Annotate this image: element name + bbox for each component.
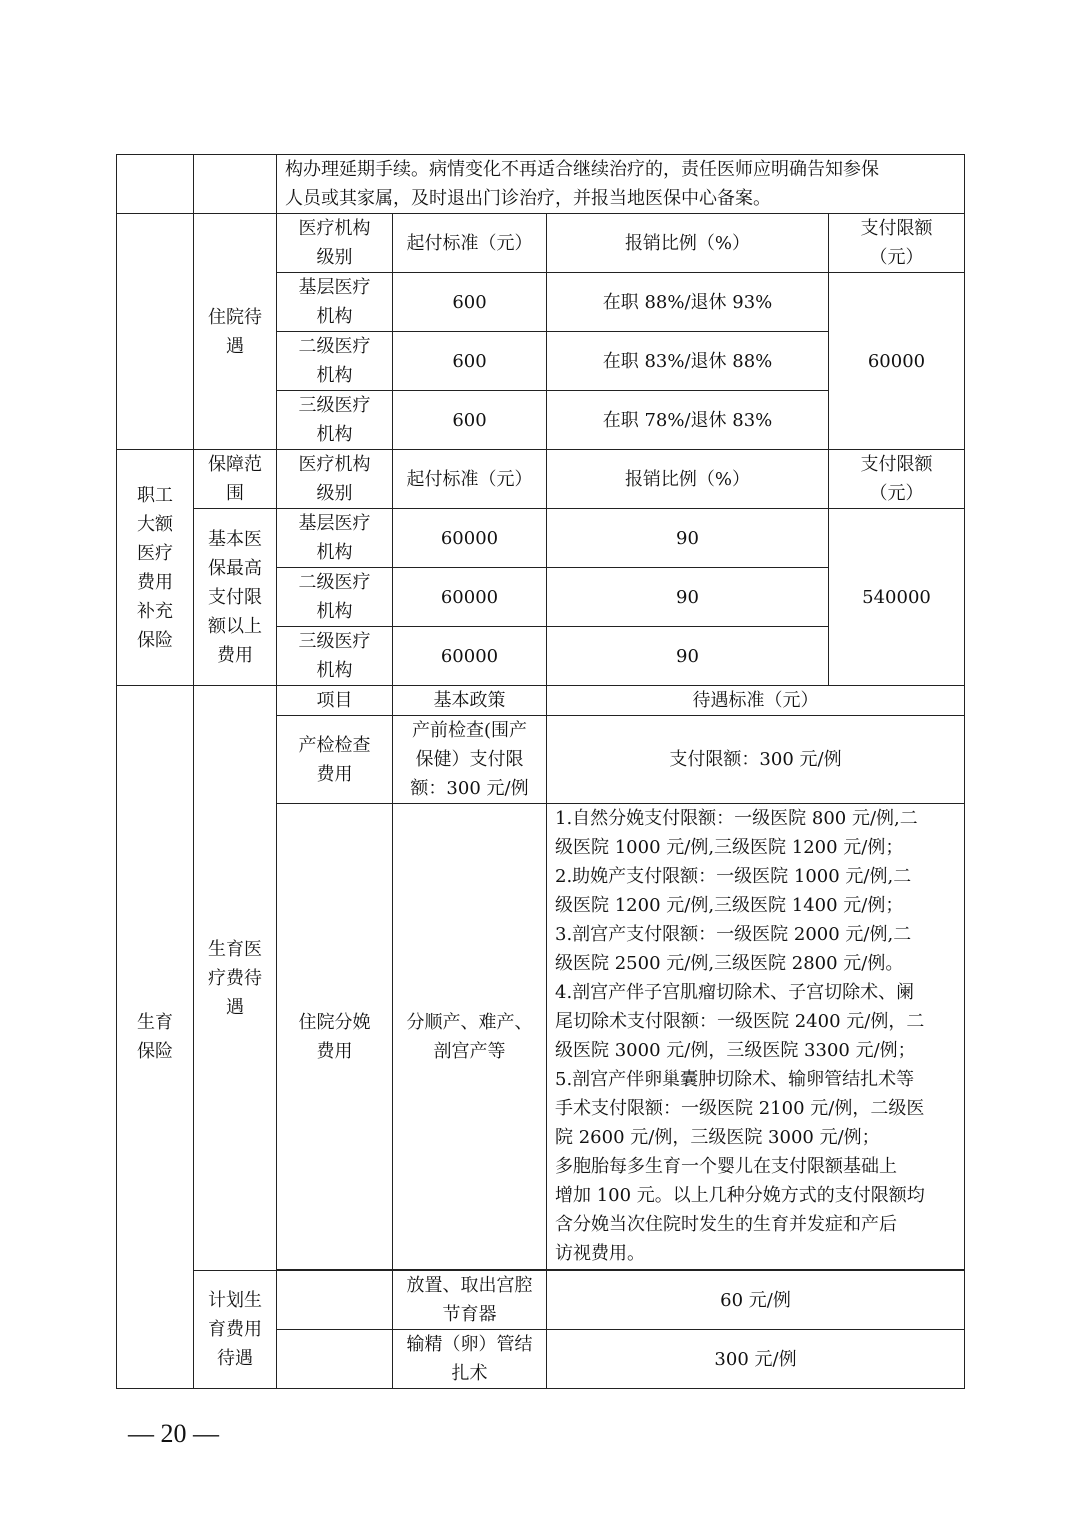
inpatient-category: 住院待 遇 bbox=[194, 214, 277, 450]
deductible-cell: 60000 bbox=[393, 509, 547, 568]
deductible-cell: 60000 bbox=[393, 627, 547, 686]
empty-cell bbox=[194, 155, 277, 214]
level-cell: 三级医疗 机构 bbox=[277, 627, 393, 686]
page-number: — 20 — bbox=[128, 1419, 219, 1448]
maternity-medical-label: 生育医 疗费待 遇 bbox=[194, 686, 277, 1271]
ratio-cell: 在职 78%/退休 83% bbox=[547, 391, 829, 450]
scope-header: 保障范 围 bbox=[194, 450, 277, 509]
header-limit: 支付限额 （元） bbox=[829, 214, 965, 273]
delivery-standard-line: 多胞胎每多生育一个婴儿在支付限额基础上 bbox=[555, 1156, 897, 1177]
ratio-cell: 90 bbox=[547, 509, 829, 568]
table-row bbox=[117, 214, 965, 273]
table-row bbox=[117, 450, 965, 509]
policy-cell: 输精（卵）管结 扎术 bbox=[393, 1330, 547, 1389]
ratio-cell: 90 bbox=[547, 627, 829, 686]
delivery-standard-line: 5.剖宫产伴卵巢囊肿切除术、输卵管结扎术等 bbox=[555, 1069, 915, 1090]
delivery-standard-line: 3.剖宫产支付限额：一级医院 2000 元/例,二 bbox=[555, 924, 912, 945]
level-cell: 基层医疗 机构 bbox=[277, 273, 393, 332]
table-row bbox=[117, 1271, 965, 1330]
item-cell: 住院分娩 费用 bbox=[277, 804, 393, 1270]
empty-cell bbox=[117, 214, 194, 450]
policy-table bbox=[116, 154, 965, 1389]
delivery-standard-line: 手术支付限额：一级医院 2100 元/例，二级医 bbox=[555, 1098, 925, 1119]
header-deductible: 起付标准（元） bbox=[393, 214, 547, 273]
table-row bbox=[117, 686, 965, 716]
item-cell: 产检检查 费用 bbox=[277, 716, 393, 804]
delivery-standard-line: 级医院 1200 元/例,三级医院 1400 元/例； bbox=[555, 895, 904, 916]
level-cell: 三级医疗 机构 bbox=[277, 391, 393, 450]
delivery-standard-line: 级医院 2500 元/例,三级医院 2800 元/例。 bbox=[555, 953, 904, 974]
delivery-standard-line: 4.剖宫产伴子宫肌瘤切除术、子宫切除术、阑 bbox=[555, 982, 915, 1003]
table-row bbox=[117, 509, 965, 568]
header-level: 医疗机构 级别 bbox=[277, 214, 393, 273]
policy-cell: 分顺产、难产、 剖宫产等 bbox=[393, 804, 547, 1270]
level-cell: 二级医疗 机构 bbox=[277, 332, 393, 391]
empty-cell bbox=[117, 155, 194, 214]
ratio-cell: 90 bbox=[547, 568, 829, 627]
standard-cell: 60 元/例 bbox=[547, 1271, 965, 1330]
delivery-standard-line: 含分娩当次住院时发生的生育并发症和产后 bbox=[555, 1214, 897, 1235]
policy-cell: 产前检查(围产 保健）支付限 额：300 元/例 bbox=[393, 716, 547, 804]
continued-note bbox=[277, 155, 965, 214]
delivery-standard-line: 1.自然分娩支付限额：一级医院 800 元/例,二 bbox=[555, 808, 918, 829]
level-cell: 基层医疗 机构 bbox=[277, 509, 393, 568]
supplementary-category: 职工 大额 医疗 费用 补充 保险 bbox=[117, 450, 194, 686]
delivery-standard-line: 院 2600 元/例，三级医院 3000 元/例； bbox=[555, 1127, 880, 1148]
header-policy: 基本政策 bbox=[393, 686, 547, 716]
deductible-cell: 600 bbox=[393, 273, 547, 332]
note-line: 构办理延期手续。病情变化不再适合继续治疗的，责任医师应明确告知参保 bbox=[285, 159, 879, 180]
ratio-cell: 在职 83%/退休 88% bbox=[547, 332, 829, 391]
ratio-cell: 在职 88%/退休 93% bbox=[547, 273, 829, 332]
header-level: 医疗机构 级别 bbox=[277, 450, 393, 509]
delivery-standard-lines bbox=[555, 804, 958, 1268]
empty-cell bbox=[277, 1271, 393, 1330]
maternity-category: 生育 保险 bbox=[117, 686, 194, 1389]
delivery-standard-line: 增加 100 元。以上几种分娩方式的支付限额均 bbox=[555, 1185, 925, 1206]
scope-cell: 基本医 保最高 支付限 额以上 费用 bbox=[194, 509, 277, 686]
standard-cell: 300 元/例 bbox=[547, 1330, 965, 1389]
header-standard: 待遇标准（元） bbox=[547, 686, 965, 716]
note-line: 人员或其家属，及时退出门诊治疗，并报当地医保中心备案。 bbox=[285, 188, 771, 209]
header-ratio: 报销比例（%） bbox=[547, 450, 829, 509]
delivery-standard-line: 尾切除术支付限额：一级医院 2400 元/例，二 bbox=[555, 1011, 925, 1032]
delivery-standard-line: 2.助娩产支付限额：一级医院 1000 元/例,二 bbox=[555, 866, 912, 887]
header-limit: 支付限额 （元） bbox=[829, 450, 965, 509]
header-ratio: 报销比例（%） bbox=[547, 214, 829, 273]
delivery-standard-line: 级医院 3000 元/例，三级医院 3300 元/例； bbox=[555, 1040, 916, 1061]
delivery-standard-line: 访视费用。 bbox=[555, 1243, 645, 1264]
delivery-standard-line: 级医院 1000 元/例,三级医院 1200 元/例； bbox=[555, 837, 904, 858]
limit-cell: 540000 bbox=[829, 509, 965, 686]
header-item: 项目 bbox=[277, 686, 393, 716]
deductible-cell: 600 bbox=[393, 391, 547, 450]
planning-label: 计划生 育费用 待遇 bbox=[194, 1271, 277, 1389]
policy-cell: 放置、取出宫腔 节育器 bbox=[393, 1271, 547, 1330]
deductible-cell: 600 bbox=[393, 332, 547, 391]
limit-cell: 60000 bbox=[829, 273, 965, 450]
header-deductible: 起付标准（元） bbox=[393, 450, 547, 509]
empty-cell bbox=[277, 1330, 393, 1389]
level-cell: 二级医疗 机构 bbox=[277, 568, 393, 627]
delivery-standard-cell bbox=[547, 804, 965, 1270]
deductible-cell: 60000 bbox=[393, 568, 547, 627]
table-row bbox=[117, 155, 965, 214]
standard-cell: 支付限额：300 元/例 bbox=[547, 716, 965, 804]
